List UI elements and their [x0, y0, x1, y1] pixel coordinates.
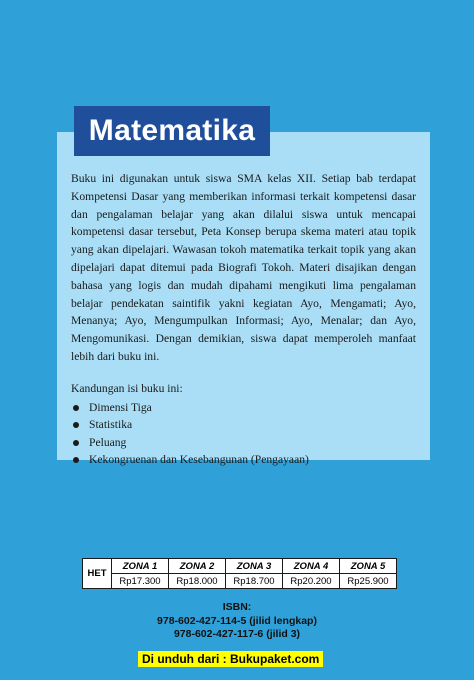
zone-header: ZONA 4 [283, 559, 340, 574]
topic-label: Peluang [89, 435, 127, 449]
zone-header: ZONA 5 [340, 559, 397, 574]
price-cell: Rp20.200 [283, 574, 340, 589]
list-item [71, 434, 416, 452]
table-row [83, 559, 397, 574]
bullet-icon [73, 457, 79, 463]
zone-header: ZONA 1 [112, 559, 169, 574]
price-cell: Rp18.000 [169, 574, 226, 589]
table-row [83, 574, 397, 589]
isbn-block [0, 601, 474, 642]
price-cell: Rp17.300 [112, 574, 169, 589]
topic-label: Kekongruenan dan Kesebangunan (Pengayaan) [89, 453, 309, 467]
isbn-volume: 978-602-427-117-6 (jilid 3) [173, 628, 301, 640]
isbn-full-set: 978-602-427-114-5 (jilid lengkap) [157, 614, 317, 627]
contents-label: Kandungan isi buku ini: [71, 381, 183, 395]
bullet-icon [73, 440, 79, 446]
list-item [71, 416, 416, 434]
bullet-icon [73, 422, 79, 428]
price-cell: Rp25.900 [340, 574, 397, 589]
list-item [71, 451, 416, 469]
list-item [71, 399, 416, 417]
zone-header: ZONA 3 [226, 559, 283, 574]
isbn-label: ISBN: [222, 601, 252, 613]
price-cell: Rp18.700 [226, 574, 283, 589]
het-label: HET [83, 559, 112, 589]
topic-label: Dimensi Tiga [89, 400, 152, 414]
book-description: Buku ini digunakan untuk siswa SMA kelas XII. Setiap bab terdapat Kompetensi Dasar yang memberikan informasi terkait kompetensi dasar dan pengalaman belajar yang akan dilalui siswa untuk mencapai kompetensi dasar tersebut, Peta Konsep berupa skema materi atau topik yang akan dipelajari. Wawasan tokoh matematika terkait topik yang akan dipelajari dapat ditemui pada Biografi Tokoh. Materi disajikan dengan bahasa yang logis dan mudah dipahami mengikuti lima pengalaman belajar pendekatan saintifik yakni kegiatan Ayo, Mengamati; Ayo, Menanya; Ayo, Mengumpulkan Informasi; Ayo, Menalar; dan Ayo, Mengomunikasi. Dengan demikian, siswa dapat memperoleh manfaat lebih dari buku ini. [71, 172, 416, 363]
topic-list [71, 399, 416, 469]
book-title: Matematika [74, 106, 270, 156]
price-table [82, 558, 397, 589]
zone-header: ZONA 2 [169, 559, 226, 574]
bullet-icon [73, 405, 79, 411]
download-note[interactable]: Di unduh dari : Bukupaket.com [138, 651, 323, 667]
description-panel [57, 132, 430, 467]
topic-label: Statistika [89, 418, 133, 432]
